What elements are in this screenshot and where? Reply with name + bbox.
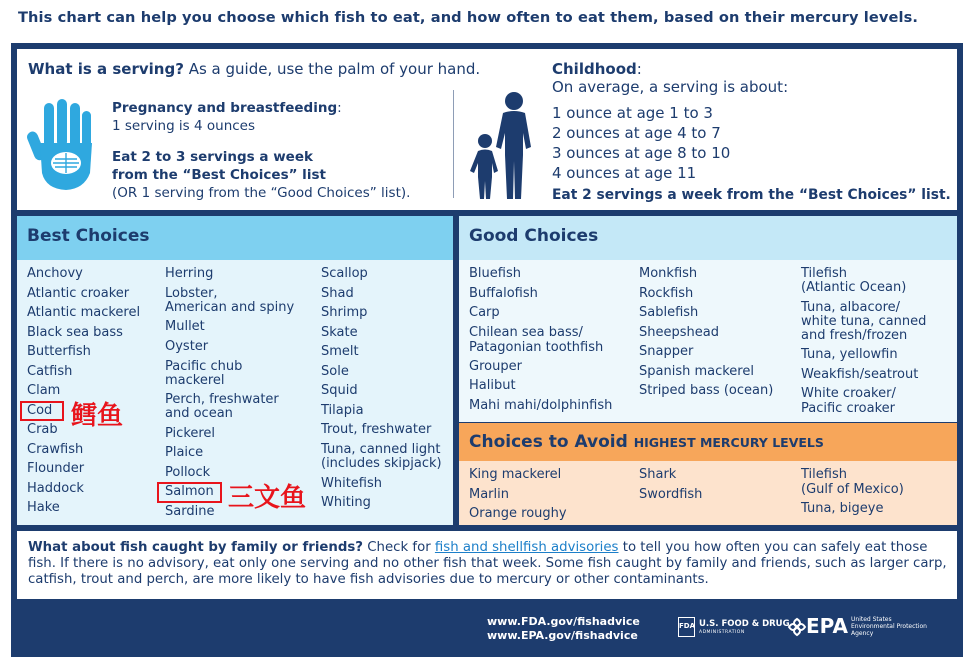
fish-item: Patagonian toothfish bbox=[469, 339, 604, 355]
fish-item: Whiting bbox=[321, 495, 371, 510]
child-amount: 1 ounce at age 1 to 3 bbox=[552, 104, 713, 122]
fish-item: Swordfish bbox=[639, 486, 703, 502]
cod-chinese-label: 鳕鱼 bbox=[71, 401, 124, 431]
fish-item: Perch, freshwater bbox=[165, 392, 279, 407]
salmon-chinese-label: 三文鱼 bbox=[228, 483, 307, 513]
fish-item: Squid bbox=[321, 383, 358, 398]
fish-item: Halibut bbox=[469, 378, 516, 393]
fish-item: Flounder bbox=[27, 461, 85, 476]
epa-sub-line: United States bbox=[851, 616, 892, 623]
fish-item: Hake bbox=[27, 500, 60, 515]
childhood-eat-line: Eat 2 servings a week from the “Best Choices” list. bbox=[552, 187, 951, 203]
fish-item-salmon: Salmon bbox=[165, 484, 214, 499]
fish-item: Crawfish bbox=[27, 441, 84, 457]
serving-intro bbox=[28, 61, 480, 77]
fish-item: Scallop bbox=[321, 266, 368, 281]
avoid-title: Choices to Avoid bbox=[469, 432, 628, 452]
fish-item: Marlin bbox=[469, 486, 509, 502]
pregnancy-title: Pregnancy and breastfeeding bbox=[112, 100, 338, 116]
fish-item: Clam bbox=[27, 383, 61, 398]
fish-item: Shad bbox=[321, 285, 354, 301]
fish-item: Bluefish bbox=[469, 266, 521, 281]
child-amount: 3 ounces at age 8 to 10 bbox=[552, 144, 731, 162]
fish-item: (Atlantic Ocean) bbox=[801, 280, 907, 295]
fda-subname: ADMINISTRATION bbox=[699, 630, 745, 635]
fish-item: Tilapia bbox=[321, 402, 364, 418]
fish-item: Snapper bbox=[639, 344, 694, 359]
fda-name: U.S. FOOD & DRUG bbox=[699, 619, 790, 629]
child-amount: 4 ounces at age 11 bbox=[552, 164, 697, 182]
family-question: What about fish caught by family or friends? bbox=[28, 540, 364, 555]
fish-item: Lobster, bbox=[165, 285, 218, 301]
fish-item: (Gulf of Mexico) bbox=[801, 481, 904, 497]
pregnancy-colon: : bbox=[337, 100, 342, 116]
fish-item: Shrimp bbox=[321, 305, 368, 320]
childhood-colon: : bbox=[636, 60, 642, 78]
fish-item: Monkfish bbox=[639, 266, 698, 281]
fish-item: Atlantic mackerel bbox=[27, 305, 141, 320]
fish-item: Pollock bbox=[165, 465, 211, 480]
fish-item: King mackerel bbox=[469, 467, 562, 482]
fish-item: Weakfish/seatrout bbox=[801, 367, 919, 382]
pregnancy-eat-line1: Eat 2 to 3 servings a week bbox=[112, 149, 313, 165]
fish-item: Mullet bbox=[165, 319, 205, 334]
fish-item: Skate bbox=[321, 324, 358, 340]
fish-item: Sardine bbox=[165, 504, 215, 519]
fish-item: Tilefish bbox=[801, 266, 847, 281]
fish-item: Butterfish bbox=[27, 344, 91, 359]
pregnancy-serving: 1 serving is 4 ounces bbox=[112, 118, 256, 134]
fish-item-cod: Cod bbox=[27, 402, 53, 418]
epa-agency-name bbox=[851, 616, 927, 637]
fish-item: mackerel bbox=[165, 372, 225, 388]
fish-item: Anchovy bbox=[27, 266, 83, 281]
fish-item: Sole bbox=[321, 363, 349, 379]
fish-item: Striped bass (ocean) bbox=[639, 383, 774, 398]
fish-item: Rockfish bbox=[639, 285, 694, 301]
serving-panel bbox=[17, 49, 957, 210]
fish-item: Smelt bbox=[321, 344, 359, 359]
childhood-heading bbox=[552, 61, 642, 77]
epa-wordmark: EPA bbox=[806, 614, 848, 638]
family-advisory-panel bbox=[17, 531, 957, 599]
fish-item: Spanish mackerel bbox=[639, 363, 754, 379]
epa-url-link[interactable]: www.EPA.gov/fishadvice bbox=[487, 629, 638, 642]
page-headline: This chart can help you choose which fish to eat, and how often to eat them, based on their mercury levels. bbox=[18, 9, 919, 26]
fish-item: Carp bbox=[469, 305, 500, 320]
fish-item: Herring bbox=[165, 266, 214, 281]
fish-item: Tuna, bigeye bbox=[801, 501, 884, 516]
palm-hand-icon bbox=[26, 97, 102, 193]
epa-flower-icon bbox=[787, 617, 807, 637]
fish-item: White croaker/ bbox=[801, 386, 896, 401]
fish-item: and fresh/frozen bbox=[801, 328, 908, 343]
childhood-title: Childhood bbox=[552, 60, 637, 78]
childhood-average: On average, a serving is about: bbox=[552, 78, 789, 96]
fish-item: Black sea bass bbox=[27, 324, 123, 340]
avoid-subtitle: HIGHEST MERCURY LEVELS bbox=[633, 435, 824, 450]
fish-item: (includes skipjack) bbox=[321, 456, 442, 471]
epa-sub-line: Agency bbox=[851, 630, 874, 637]
serving-guide: As a guide, use the palm of your hand. bbox=[188, 60, 481, 78]
fish-item: Haddock bbox=[27, 480, 84, 496]
fda-url-link[interactable]: www.FDA.gov/fishadvice bbox=[487, 615, 640, 628]
fish-item: Pickerel bbox=[165, 426, 216, 441]
serving-divider bbox=[453, 90, 454, 198]
good-choices-header: Good Choices bbox=[459, 216, 957, 260]
fish-item: Shark bbox=[639, 467, 677, 482]
avoid-body bbox=[459, 461, 957, 525]
fda-logo-icon: FDA bbox=[678, 617, 695, 637]
fish-item: Chilean sea bass/ bbox=[469, 324, 583, 340]
fish-item: Atlantic croaker bbox=[27, 285, 130, 301]
epa-sub-line: Environmental Protection bbox=[851, 623, 927, 630]
fish-item: white tuna, canned bbox=[801, 314, 927, 329]
advisories-link[interactable]: fish and shellfish advisories bbox=[434, 540, 619, 555]
pregnancy-eat-line2: from the “Best Choices” list bbox=[112, 167, 326, 183]
salmon-highlight-box bbox=[157, 482, 222, 503]
fish-item: Sheepshead bbox=[639, 324, 719, 340]
fish-item: and ocean bbox=[165, 406, 233, 421]
avoid-header bbox=[459, 423, 957, 461]
fish-item: Oyster bbox=[165, 339, 209, 354]
children-silhouette-icon bbox=[465, 89, 539, 201]
family-rest: to tell you how often you can safely eat those fish. If there is no advisory, eat only one serving and no other fish that week. Some fish caught by family and friends, such as larger carp, catfish, trout and perch, are more likely to have fish advisories due to mercury or other contaminants. bbox=[28, 540, 947, 588]
serving-question: What is a serving? bbox=[28, 60, 184, 78]
fish-item: Tuna, yellowfin bbox=[801, 347, 898, 362]
pregnancy-eat-line3: (OR 1 serving from the “Good Choices” list). bbox=[112, 185, 411, 201]
fish-item: Crab bbox=[27, 422, 58, 437]
fish-item: Orange roughy bbox=[469, 506, 567, 521]
cod-highlight-box bbox=[20, 401, 64, 421]
best-choices-header: Best Choices bbox=[17, 216, 453, 260]
fish-item: Tilefish bbox=[801, 467, 847, 482]
pregnancy-heading bbox=[112, 100, 342, 116]
fish-item: Mahi mahi/dolphinfish bbox=[469, 397, 613, 413]
fish-item: Pacific croaker bbox=[801, 401, 895, 416]
fish-item: Buffalofish bbox=[469, 285, 538, 301]
fish-item: Plaice bbox=[165, 445, 204, 460]
fish-item: Tuna, albacore/ bbox=[801, 300, 901, 315]
fish-item: Sablefish bbox=[639, 305, 699, 320]
family-advisory-text bbox=[28, 540, 953, 589]
fish-item: Catfish bbox=[27, 363, 73, 379]
fish-item: Whitefish bbox=[321, 475, 383, 491]
good-choices-body bbox=[459, 260, 957, 422]
fish-item: Tuna, canned light bbox=[321, 442, 441, 457]
fish-item: Pacific chub bbox=[165, 358, 243, 374]
family-check-for: Check for bbox=[367, 540, 431, 555]
child-amount: 2 ounces at age 4 to 7 bbox=[552, 124, 721, 142]
fish-item: Trout, freshwater bbox=[321, 422, 432, 437]
fish-item: American and spiny bbox=[165, 299, 295, 315]
fish-item: Grouper bbox=[469, 358, 522, 374]
